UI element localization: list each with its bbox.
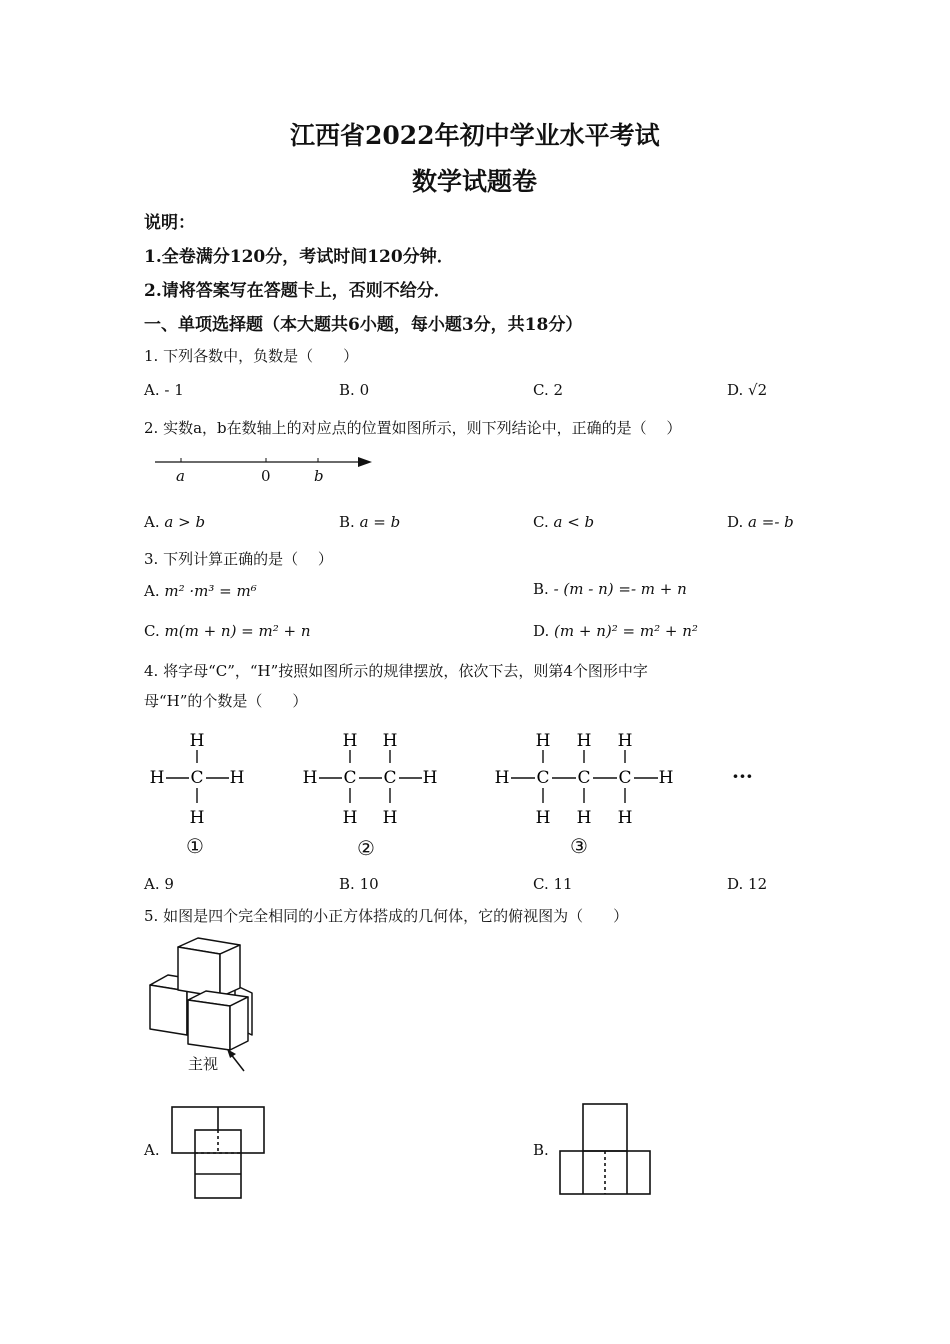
- option-text: a =- b: [748, 513, 794, 531]
- option-label: C.: [533, 381, 549, 399]
- option-label: C.: [533, 875, 549, 893]
- option-b-top-view: [558, 1103, 653, 1198]
- atom-h: H: [149, 768, 165, 788]
- figure-label-3: ③: [570, 834, 588, 858]
- option-text: 2: [553, 381, 564, 399]
- question-stem: 5. 如图是四个完全相同的小正方体搭成的几何体，它的俯视图为（ ）: [144, 907, 629, 925]
- option-label: C.: [144, 622, 160, 640]
- atom-c: C: [190, 768, 204, 788]
- page-subtitle: 数学试题卷: [412, 167, 538, 196]
- atom-h: H: [189, 808, 205, 828]
- option: [144, 875, 174, 893]
- atom-c: C: [343, 768, 357, 788]
- axis-label-a: a: [176, 467, 185, 485]
- option: [339, 875, 379, 893]
- question-stem-line: 母“H”的个数是（ ）: [144, 692, 308, 710]
- option-label: C.: [533, 513, 549, 531]
- atom-c: C: [618, 768, 632, 788]
- notes-heading: 说明：: [144, 213, 195, 233]
- option-label: B.: [339, 875, 355, 893]
- atom-h: H: [382, 731, 398, 751]
- option: [533, 875, 573, 893]
- atom-c: C: [536, 768, 550, 788]
- option-label: B.: [339, 513, 355, 531]
- option-label: B.: [533, 1141, 549, 1159]
- option-text: 12: [748, 875, 768, 893]
- option-text: 11: [553, 875, 573, 893]
- option-label: A.: [144, 1141, 160, 1159]
- figure-label-2: ②: [357, 836, 375, 860]
- atom-h: H: [342, 731, 358, 751]
- atom-h: H: [189, 731, 205, 751]
- atom-h: H: [229, 768, 245, 788]
- atom-h: H: [342, 808, 358, 828]
- atom-h: H: [576, 808, 592, 828]
- question-stem: 1. 下列各数中，负数是（ ）: [144, 347, 359, 365]
- option-text: m(m + n) = m² + n: [164, 622, 311, 640]
- option-text: √2: [748, 381, 768, 399]
- question-stem: 3. 下列计算正确的是（ ）: [144, 550, 333, 568]
- option-a-top-view: [170, 1105, 270, 1200]
- atom-h: H: [382, 808, 398, 828]
- option-text: 10: [359, 875, 379, 893]
- option-text: a > b: [164, 513, 206, 531]
- atom-h: H: [302, 768, 318, 788]
- note-item: 1.全卷满分120分，考试时间120分钟．: [144, 247, 454, 267]
- option-label: B.: [533, 580, 549, 598]
- atom-h: H: [535, 808, 551, 828]
- option-label: A.: [144, 381, 160, 399]
- option-label: D.: [727, 381, 744, 399]
- atom-h: H: [658, 768, 674, 788]
- figure-label-1: ①: [186, 834, 204, 858]
- option: [727, 875, 767, 893]
- option-text: - 1: [164, 381, 184, 399]
- note-item: 2.请将答案写在答题卡上，否则不给分．: [144, 281, 451, 301]
- question-stem-line: 4. 将字母“C”，“H”按照如图所示的规律摆放，依次下去，则第4个图形中字: [144, 662, 648, 680]
- atom-h: H: [617, 808, 633, 828]
- option-text: 0: [359, 381, 370, 399]
- option-text: (m + n)² = m² + n²: [554, 622, 698, 640]
- option-label: A.: [144, 513, 160, 531]
- axis-label-zero: 0: [261, 467, 271, 485]
- option-text: m² ·m³ = m⁶: [164, 582, 257, 600]
- atom-c: C: [383, 768, 397, 788]
- question-stem: 2. 实数a，b在数轴上的对应点的位置如图所示，则下列结论中，正确的是（ ）: [144, 419, 682, 437]
- atom-h: H: [535, 731, 551, 751]
- option-label: A.: [144, 582, 160, 600]
- atom-h: H: [494, 768, 510, 788]
- figure-ellipsis: ···: [732, 764, 753, 788]
- atom-h: H: [617, 731, 633, 751]
- atom-c: C: [577, 768, 591, 788]
- option-label: D.: [727, 513, 744, 531]
- section-heading: 一、单项选择题（本大题共6小题，每小题3分，共18分）: [144, 315, 583, 335]
- atom-h: H: [422, 768, 438, 788]
- option-text: 9: [164, 875, 174, 893]
- axis-label-b: b: [314, 467, 324, 485]
- option-text: a < b: [553, 513, 595, 531]
- option-text: a = b: [359, 513, 401, 531]
- front-view-label: 主视: [188, 1055, 219, 1073]
- page-title: 江西省2022年初中学业水平考试: [290, 121, 660, 150]
- option-text: - (m - n) =- m + n: [553, 580, 687, 598]
- atom-h: H: [576, 731, 592, 751]
- option-label: A.: [144, 875, 160, 893]
- option-label: D.: [727, 875, 744, 893]
- option-label: D.: [533, 622, 550, 640]
- option-label: B.: [339, 381, 355, 399]
